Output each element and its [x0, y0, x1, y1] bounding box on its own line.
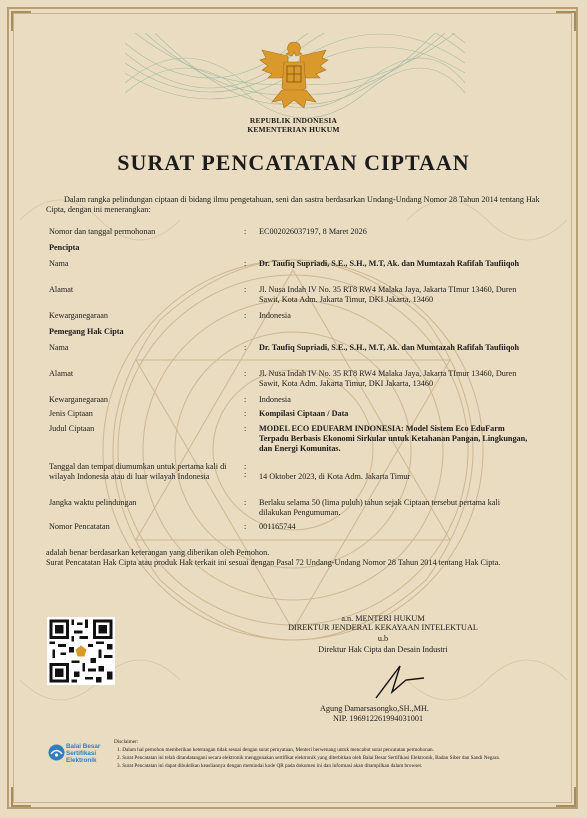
holder-section-title: Pemegang Hak Cipta — [49, 327, 124, 336]
record-value: 001165744 — [259, 522, 296, 531]
signatory-name: Agung Damarsasongko,SH.,MH. — [320, 704, 429, 713]
term-value: Berlaku selama 50 (lima puluh) tahun sejak Ciptaan tersebut pertama kali dilakukan Pengumuman. — [259, 498, 500, 517]
disclaimer-item: 1. Dalam hal pemohon memberikan keterangan tidak sesuai dengan surat pernyataan, Menteri berwenang untuk mencabut surat pencatatan permohonan. — [117, 747, 434, 753]
intro-paragraph: Dalam rangka pelindungan ciptaan di bidang ilmu pengetahuan, seni dan sastra berdasarkan Undang-Undang Nomor 28 Tahun 2014 tentang Hak Cipta, dengan ini menerangkan: — [46, 195, 540, 214]
record-label: Nomor Pencatatan — [49, 522, 110, 531]
work-type-label: Jenis Ciptaan — [49, 409, 93, 418]
colon: : — [244, 285, 247, 294]
disclaimer-item: 3. Surat Pencatatan ini dapat dibuktikan keasliannya dengan memindai kode QR pada dokumen ini dan informasi akan ditampilkan dalam browser. — [117, 763, 423, 769]
bsre-label — [66, 743, 100, 764]
colon: : — [244, 522, 247, 531]
garuda-emblem-icon — [258, 38, 330, 114]
signature-line-4: Direktur Hak Cipta dan Desain Industri — [318, 645, 448, 654]
bsre-line-3: Elektronik — [66, 757, 97, 764]
holder-address-value: Jl. Nusa Indah IV No. 35 RT8 RW4 Malaka Jaya, Jakarta TImur 13460, Duren Sawit, Kota Adm. Jakarta Timur, DKI Jakarta, 13460 — [259, 369, 517, 388]
creator-name-value: Dr. Taufiq Supriadi, S.E., S.H., M.T, Ak. dan Mumtazah Rafifah Taufiiqoh — [259, 259, 520, 268]
holder-address-label: Alamat — [49, 369, 74, 378]
holder-nationality-value: Indonesia — [259, 395, 291, 404]
signature-mark — [360, 658, 440, 702]
creator-nationality-value: Indonesia — [259, 311, 291, 320]
signature-line-2: DIREKTUR JENDERAL KEKAYAAN INTELEKTUAL — [288, 623, 478, 632]
colon: : — [244, 424, 247, 433]
announce-label: Tanggal dan tempat diumumkan untuk pertama kali di wilayah Indonesia atau di luar wilayah Indonesia — [49, 462, 227, 481]
closing-statement: adalah benar berdasarkan keterangan yang diberikan oleh Pemohon. — [46, 548, 270, 557]
creator-address-label: Alamat — [49, 285, 74, 294]
holder-name-label: Nama — [49, 343, 69, 352]
qr-code[interactable] — [47, 617, 115, 685]
disclaimer-title: Disclaimer: — [114, 739, 139, 745]
colon: : — [244, 259, 247, 268]
term-label: Jangka waktu pelindungan — [49, 498, 137, 507]
signatory-nip: NIP. 196912261994031001 — [333, 714, 424, 723]
signature-line-3: u.b — [377, 634, 389, 643]
colon: : — [244, 227, 247, 236]
creator-nationality-label: Kewarganegaraan — [49, 311, 108, 320]
colon: : — [244, 369, 247, 378]
work-title-label: Judul Ciptaan — [49, 424, 95, 433]
announce-value: 14 Oktober 2023, di Kota Adm. Jakarta Timur — [259, 472, 411, 481]
corner-ornament — [556, 11, 576, 31]
colon: : — [244, 395, 247, 404]
header-ministry: KEMENTERIAN HUKUM — [247, 125, 340, 134]
holder-name-value: Dr. Taufiq Supriadi, S.E., S.H., M.T, Ak. dan Mumtazah Rafifah Taufiiqoh — [259, 343, 520, 352]
corner-ornament — [11, 11, 31, 31]
colon: : — [244, 311, 247, 320]
application-label: Nomor dan tanggal permohonan — [49, 227, 156, 236]
document-title: SURAT PENCATATAN CIPTAAN — [117, 150, 470, 175]
corner-ornament — [556, 787, 576, 807]
signature-line-1: a.n. MENTERI HUKUM — [341, 614, 425, 623]
bsre-line-2: Sertifikasi — [66, 750, 97, 757]
work-type-value: Kompilasi Ciptaan / Data — [259, 409, 349, 418]
colon: : — [244, 498, 247, 507]
colon: : — [244, 409, 247, 418]
bsre-logo-icon — [48, 744, 65, 761]
disclaimer-item: 2. Surat Pencatatan ini telah ditandatangani secara elektronik menggunakan sertifikat elektronik yang diterbitkan oleh Balai Besar Sertifikasi Elektronik, Badan Siber dan Sandi Negara. — [117, 755, 501, 761]
corner-ornament — [11, 787, 31, 807]
creator-name-label: Nama — [49, 259, 69, 268]
application-value: EC002026037197, 8 Maret 2026 — [259, 227, 367, 236]
creator-section-title: Pencipta — [49, 243, 80, 252]
header-country: REPUBLIK INDONESIA — [249, 116, 338, 125]
colon: : — [244, 470, 247, 479]
work-title-value: MODEL ECO EDUFARM INDONESIA: Model Sistem Eco EduFarm Terpadu Berbasis Ekonomi Sirkular untuk Ketahanan Pangan, Lingkungan, dan Energi Komunitas. — [259, 424, 528, 453]
colon: : — [244, 462, 247, 471]
holder-nationality-label: Kewarganegaraan — [49, 395, 108, 404]
colon: : — [244, 343, 247, 352]
closing-legal-basis: Surat Pencatatan Hak Cipta atau produk Hak terkait ini sesuai dengan Pasal 72 Undang-Undang Nomor 28 Tahun 2014 tentang Hak Cipta. — [46, 558, 501, 567]
creator-address-value: Jl. Nusa Indah IV No. 35 RT8 RW4 Malaka Jaya, Jakarta TImur 13460, Duren Sawit, Kota Adm. Jakarta Timur, DKI Jakarta, 13460 — [259, 285, 517, 304]
bsre-line-1: Balai Besar — [66, 743, 101, 750]
